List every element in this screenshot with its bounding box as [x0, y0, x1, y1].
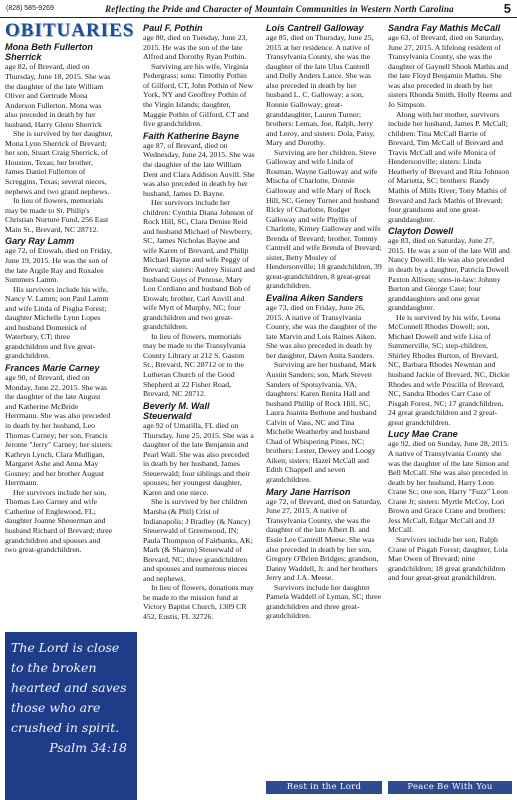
page-header [0, 0, 517, 18]
obituary-name: Frances Marie Carney [5, 363, 100, 374]
obituary-paragraph: age 85, died on Thursday, June 25, 2015 at her residence. A native of Transylvania County, she was the daughter of the late Ulus Cantrell and Dolly Anders Lance. She was also preceded in death by her husband L. C. Galloway; a son, Ronnie Galloway; great-granddaughter, Lauren Turner; brothers: Leman, Joe, Ralph, Jerry and Leroy, and sisters: Dola, Patsy, Mary and Dorothy. [266, 33, 375, 148]
obituary-paragraph: He is survived by his wife, Leona McConnell Rhodes Dowell; son, Michael Dowell and wife Lisa of Summerville, SC; step-children, Shirley Rhodes Burton, of Brevard, NC, Barbara Rhodes Newman and husband Jackie of Brevard, NC, Dickie Rhodes and wife Priscilla of Brevard, NC, Sandra Rhodes Carr Case of Pisgah Forest, NC; 17 grandchildren, 24 great grandchildren and 2 great-great grandchildren. [388, 312, 510, 427]
obituary-paragraph: Her survivors include her children: Cynthia Diana Johnson of Rock Hill, SC, Clara Denise Reid and husband Michael of Newberry, SC, James Nicholas Bayne and wife Karen of Brevard, and Philip Michael Bayne and wife Peggy of Brevard; sisters: Audrey Sisiard and husband Guys of Penrose, Mary Lou Cordiano and husband Bob of Etowah; brother, Carl Auvill and wife Myrt of Murphy, NC; four grandchildren and two great-grandchildren. [143, 198, 255, 332]
obituary-name: Lucy Mae Crane [388, 429, 458, 440]
obituary-paragraph: age 72, of Brevard, died on Saturday, June 27, 2015. A native of Transylvania County, she was the daughter of the late Albert B. and Essie Lee Cantrell Meese. She was also preceded in death by her son, Gregory O'Brien Bridges; grandson, Danny Waddell, Jr. and her brothers Jerry and J.A. Meese. [266, 496, 382, 583]
obituary-paragraph: Surviving are her husband, Mark Austin Sanders; son, Mark Steven Sanders of Spotsylvania, VA; daughters: Karen Renita Hall and husband Phillip of Rock Hill, SC, Laura Juanita Bethune and husband Calvin of Vass, NC and Tina Michelle Weatherby and husband Chad of Whispering Pines, NC; brothers: Lester, Dewey and Loogy Aiken; sisters: Hazel McCall and Edith Chappell and seven grandchildren. [266, 360, 377, 485]
obituary-name: Faith Katherine Bayne [143, 130, 240, 141]
obituary-paragraph: His survivors include his wife, Nancy V. Lamm; son Paul Lamm and wife Linda of Pisgha Forest; daughter Michelle Lynn Lopes and husband Domenick of Waterbury, CT; three grandchildren and five great-grandchildren. [5, 284, 109, 361]
obituary-paragraph: Survivors include her son, Ralph Crane of Pisgah Forest; daughter, Lola Mae Owen of Brevard; nine grandchildren; 18 great grandchildren and four great-great grandchildren. [388, 534, 508, 583]
obituary-paragraph: In lieu of flowers, donations may be made to the mission fund at Victory Baptist Church, 1309 CR 452, Eustis, FL 32726. [143, 583, 254, 621]
verse-text: The Lord is close to the broken hearted and saves those who are crushed in spirit. [11, 640, 127, 735]
obituary-paragraph: age 72, of Etowah, died on Friday, June 19, 2015. He was the son of the late Argile Ray and Roxalee Summers Lamm. [5, 246, 112, 285]
obituary-paragraph: age 82, of Brevard, died on Thursday, June 18, 2015. She was the daughter of the late William Oliver and Gertrude Mona Anderson Fullerton. Mona was also preceded in death by her husband, Harry Glenn Sherrick [5, 62, 111, 129]
column-3 [266, 21, 382, 779]
obituary-paragraph: She is survived by her daughter, Mona Lynn Sherrick of Brevard; her son, Stuart Craig Sherrick, of Houston, Texas; her brother, James Daniel Fullerton of Screggins, Texas; several nieces, nephews and two grand nephews. [5, 129, 113, 196]
obituary-paragraph: age 73, died on Friday, June 26, 2015. A native of Transylvania County, she was the daughter of the late Marvin and Lois Raines Aiken. She was also preceded in death by her daughter, Dawn Anita Sanders. [266, 303, 377, 360]
header-phone: (828) 585-9269 [6, 5, 54, 12]
obituary-paragraph: Surviving are his wife, Virginia Pedergrass; sons: Timothy Pothin of Gilford, CT, John Pothin of New York, NY and Geoffrey Pothin of the Virgin Islands; daughter, Maggie Pothin of Gilford, CT and five grandchildren. [143, 61, 254, 129]
obituary-paragraph: Survivors include her daughter Pamela Waddell of Lyman, SC; three grandchildren and three great-grandchildren. [266, 582, 382, 621]
column-2 [143, 21, 255, 800]
obituary-paragraph: Along with her mother, survivors include her husband, James P. McCall; children: Tina McCall Barrie of Brevard, Tim McCall of Brevard and Travis McCall and wife Monica of Hendersonville; sisters: Linda Heatherly of Brevard and Rita Johnson of Marietta, SC; brothers: Randy Mathis of Mills River, Tony Mathis of Brevard and Jack Mathis of Brevard; four grandsons and one great-granddaughter. [388, 109, 510, 224]
banner-rest-in-the-lord: Rest in the Lord [266, 781, 382, 794]
obituary-paragraph: age 80, died on Tuesday, June 23, 2015. He was the son of the late Alfred and Dorothy Ryan Pothin. [143, 33, 248, 62]
obituary-name: Clayton Dowell [388, 226, 454, 237]
obituary-paragraph: She is survived by her children Marsha (& Phil) Crist of Indianapolis; J Bradley (& Nancy) Steuerwald of Greenwood, IN; Paula Thompson of Fairbanks, AK; Mark (& Sharon) Steuerwald of Brevard, NC; three grandchildren and spouses and numerous nieces and nephews. [143, 497, 253, 583]
obituary-paragraph: In lieu of flowers, memorials may be made to the Transylvania County Library at 212 S. Gaston St., Brevard, NC 28712 or to the Lutheran Church of the Good Shepherd at 22 Fisher Road, Brevard, NC 28712. [143, 331, 246, 399]
banner-peace-be-with-you: Peace Be With You [388, 781, 512, 794]
column-1 [5, 20, 135, 628]
obituary-paragraph: age 83, died on Saturday, June 27, 2015. He was a son of the late Will and Nancy Dowell. He was also preceded in death by a daughter, Patricia Dowell Paxton Allison; sons-in-law: Johnny Burton and George Case; four granddaughters and one great granddaughter. [388, 236, 510, 313]
obituary-paragraph: age 92 of Umatilla, FL died on Thursday, June 25, 2015. She was a daughter of the late Benjamin and Pearl Wall. She was also preceded in death by her husband, James Steuerwald; four siblings and their spouses; her youngest daughter, Karen and one niece. [143, 421, 254, 497]
obituary-paragraph: Surviving are her children, Steve Galloway and wife Linda of Rosman, Wayne Galloway and wife Mischa of Charlotte, Donnie Galloway and wife Mary of Rock Hill, SC, Geney Turner and husband Ricky of Charlotte, Rodger Galloway and wife Phyllis of Charlotte, Kimey Galloway and wife Brenda of Brevard; brother, Tommy Cantrell and wife Brenda of Brevard; sister, Betty Mosley of Hendersonville; 18 grandchildren, 39 great-grandchildren, 8 great-great grandchildren. [266, 147, 382, 291]
page-number: 5 [503, 1, 511, 16]
obituary-name: Mary Jane Harrison [266, 486, 351, 497]
obituary-name: Evalina Aiken Sanders [266, 292, 364, 303]
header-tagline: Reflecting the Pride and Character of Mountain Communities in Western North Carolina [105, 3, 454, 14]
obituary-name: Lois Cantrell Galloway [266, 23, 364, 33]
obituary-paragraph: In lieu of flowers, memorials may be made to St. Philip's Christian Nurture Fund, 256 East Main St., Brevard, NC 28712. [5, 196, 109, 234]
column-4 [388, 21, 512, 779]
obituary-paragraph: age 87, of Brevard, died on Wednesday, June 24, 2015. She was the daughter of the late William Dent and Clara Addison Auvill. She was also preceded in death by her husband, James D. Bayne. [143, 140, 255, 198]
scripture-verse-box [5, 632, 137, 800]
obituary-paragraph: age 90, of Brevard, died on Monday, June 22, 2015. She was the daughter of the late August and Katherine McBride Herrmann. She was also preceded in death by her husband, Leo Thomas Carney; her son, Francis Jerome "Jerry" Carney; her sisters: Kathryn Lynch, Clara Mulligan, Margaret Ashe and Anna May Gosney; and her brother August Herrmann. [5, 373, 113, 488]
obituary-name: Beverly M. Wall Steuerwald [143, 400, 210, 421]
obituary-name: Sandra Fay Mathis McCall [388, 23, 501, 33]
obituaries-masthead: OBITUARIES [5, 20, 135, 41]
obituary-paragraph: age 63, of Brevard, died on Saturday, June 27, 2015. A lifelong resident of Transylvania County, she was the daughter of Gaynell Shook Mathis and the late Floyd Benjamin Mathis. She was also preceded in death by her sisters Rhonda Smith, Holly Reems and Jo Simpson. [388, 33, 512, 110]
obituary-name: Gary Ray Lamm [5, 236, 75, 247]
obituary-name: Paul F. Pothin [143, 23, 203, 33]
obituary-paragraph: Her survivors include her son, Thomas Leo Carney and wife Catherine of Englewood, FL; daughter Joanne Sheuerman and husband Richard of Brevard; three grandchildren and spouses and two great-grandchildren. [5, 487, 113, 555]
obituary-paragraph: age 92, died on Sunday, June 28, 2015. A native of Transylvania County she was the daughter of the late Simon and Bell McCall. She was also preceded in death by her husband, Harry Leon Crane Sr.; one son, Harry "Fuzz" Leon Crane Jr; sisters: Myrtle McCoy, Lori Brown and Grace Crane and brothers: Jess McCall, Edgar McCall and JJ McCall. [388, 439, 510, 535]
obituary-name: Mona Beth Fullerton Sherrick [5, 42, 93, 63]
verse-reference: Psalm 34:18 [49, 740, 127, 755]
